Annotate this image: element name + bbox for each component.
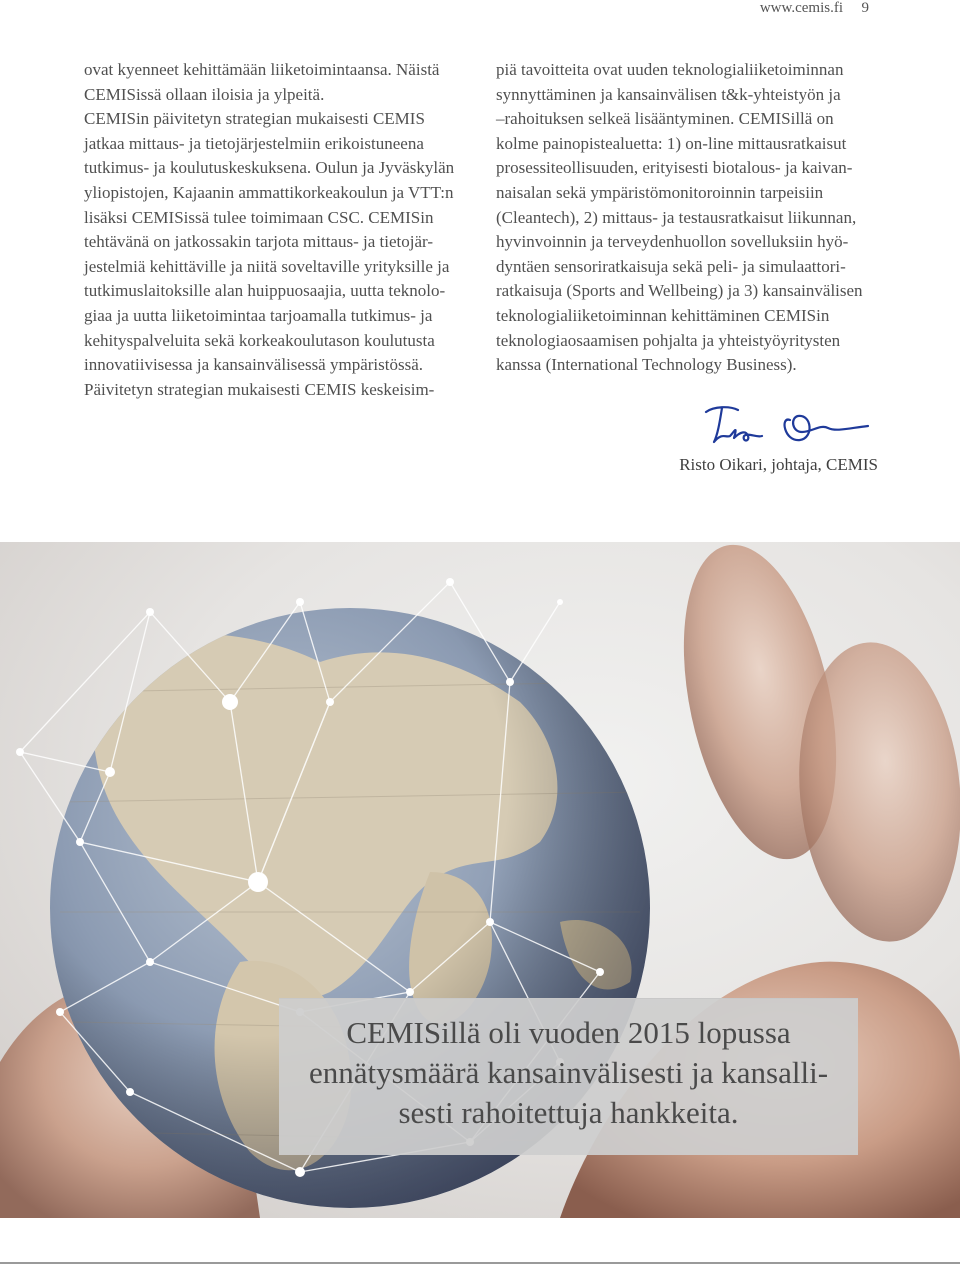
text-line: prosessiteollisuuden, erityisesti biotalous- ja kaivan- (496, 158, 853, 178)
text-line: jestelmiä kehittäville ja niitä soveltaville yrityksille ja (84, 256, 450, 276)
quote-line: CEMISillä oli vuoden 2015 lopussa (346, 1015, 791, 1050)
right-text-column (496, 58, 888, 378)
text-line: tutkimus- ja koulutuskeskuksena. Oulun ja Jyväskylän (84, 158, 455, 178)
handwritten-signature (700, 402, 880, 452)
text-line: ratkaisuja (Sports and Wellbeing) ja 3) kansainvälisen (496, 281, 863, 301)
text-line: kehityspalveluita sekä korkeakoulutason koulutusta (84, 330, 435, 350)
text-line: lisäksi CEMISissä tulee toimimaan CSC. CEMISin (84, 207, 434, 227)
text-line: naisalan sekä ympäristömonitoroinnin tarpeisiin (496, 182, 824, 202)
text-line: tutkimuslaitoksille alan huippuosaajia, uutta teknolo- (84, 281, 446, 301)
text-line: giaa ja uutta liiketoimintaa tarjoamalla tutkimus- ja (84, 305, 433, 325)
text-line: tehtävänä on jatkossakin tarjota mittaus- ja tietojär- (84, 232, 433, 252)
text-line: hyvinvoinnin ja terveydenhuollon sovelluksiin hyö- (496, 232, 849, 252)
text-line: kolme painopistealuetta: 1) on-line mittausratkaisut (496, 133, 847, 153)
site-url: www.cemis.fi (759, 0, 843, 16)
bottom-divider (0, 1262, 960, 1264)
page-number: 9 (861, 0, 869, 16)
text-line: CEMISissä ollaan iloisia ja ylpeitä. (84, 84, 325, 104)
text-line: teknologiaosaamisen pohjalta ja yhteistyöyritysten (496, 330, 841, 350)
text-line: teknologialiiketoiminnan kehittäminen CEMISin (496, 305, 830, 325)
text-line: –rahoituksen selkeä lisääntyminen. CEMISillä on (496, 109, 834, 129)
text-line: innovatiivisessa ja kansainvälisessä ympäristössä. (84, 355, 423, 375)
quote-box (279, 998, 858, 1155)
text-line: ovat kyenneet kehittämään liiketoimintaansa. Näistä (84, 60, 440, 79)
quote-line: sesti rahoitettuja hankkeita. (398, 1095, 739, 1130)
text-line: jatkaa mittaus- ja tietojärjestelmiin erikoistuneena (84, 133, 424, 153)
signature-caption: Risto Oikari, johtaja, CEMIS (679, 455, 878, 474)
pull-quote (279, 1013, 858, 1133)
text-line: CEMISin päivitetyn strategian mukaisesti CEMIS (84, 109, 425, 129)
text-line: (Cleantech), 2) mittaus- ja testausratkaisut liikunnan, (496, 207, 857, 227)
text-line: Päivitetyn strategian mukaisesti CEMIS keskeisim- (84, 379, 435, 399)
text-line: dyntäen sensoriratkaisuja sekä peli- ja simulaattori- (496, 256, 846, 276)
text-line: kanssa (International Technology Business). (496, 355, 797, 375)
page-header (0, 0, 960, 22)
left-text-column (84, 58, 474, 402)
text-line: piä tavoitteita ovat uuden teknologialiiketoiminnan (496, 60, 844, 79)
text-line: yliopistojen, Kajaanin ammattikorkeakoulun ja VTT:n (84, 182, 454, 202)
quote-line: ennätysmäärä kansainvälisesti ja kansalli- (308, 1055, 829, 1090)
text-line: synnyttäminen ja kansainvälisen t&k-yhteistyön ja (496, 84, 841, 104)
